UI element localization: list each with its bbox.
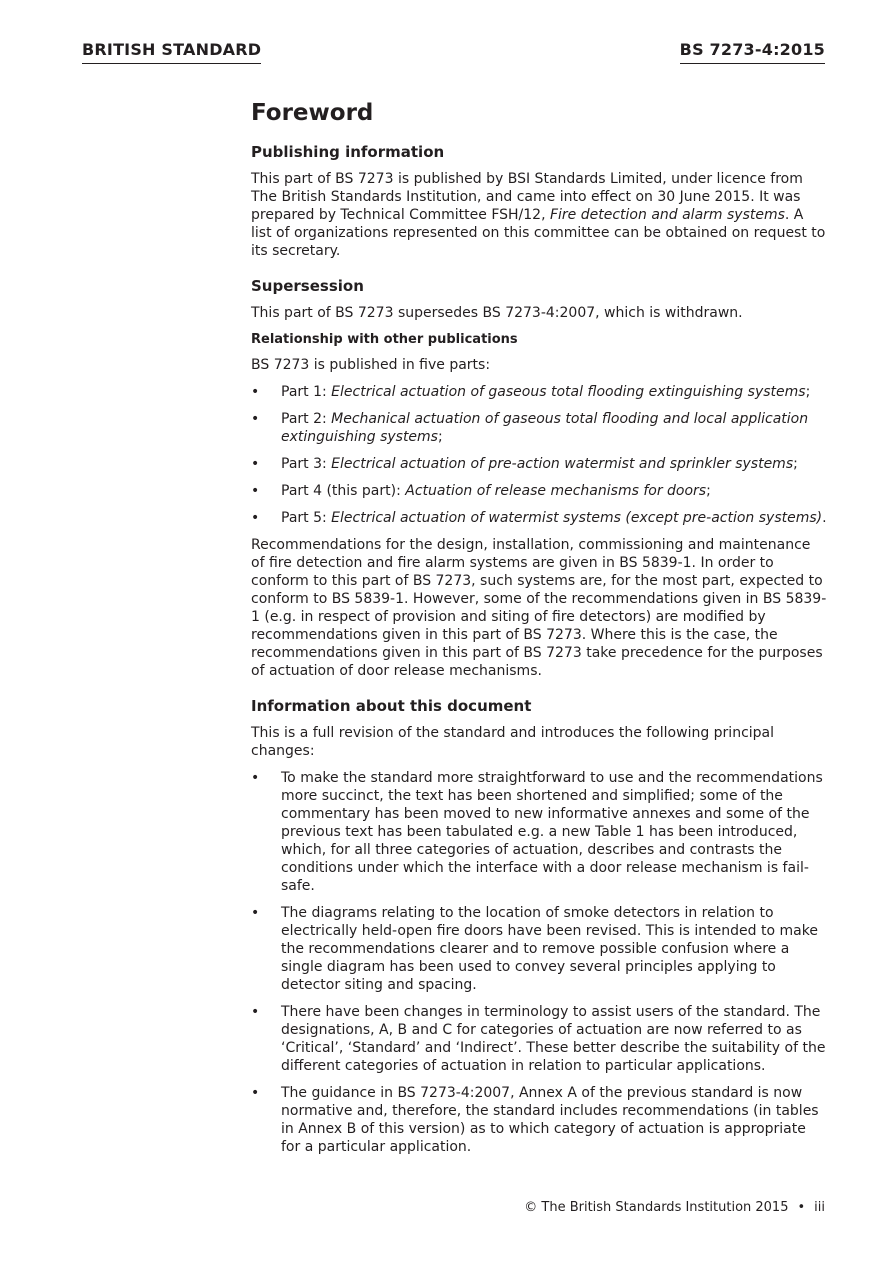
bullet-icon: •: [251, 456, 260, 472]
bullet-icon: •: [251, 770, 260, 786]
copyright-text: © The British Standards Institution 2015: [524, 1200, 789, 1215]
list-item: • There have been changes in terminology to assist users of the standard. The designations, A, B and C for categories of actuation are now referred to as ‘Critical’, ‘Standard’ and ‘Indirect’. These better describe the suitability of the different categories of actuation in relation to particular applications.: [251, 1004, 826, 1074]
bullet-icon: •: [251, 411, 260, 427]
header-left: BRITISH STANDARD: [82, 40, 261, 64]
header-right: BS 7273-4:2015: [680, 40, 825, 64]
list-item: • Part 2: Mechanical actuation of gaseous total flooding and local application extinguishing systems;: [251, 411, 809, 445]
list-item: • Part 4 (this part): Actuation of release mechanisms for doors;: [251, 483, 711, 499]
separator-dot: •: [797, 1200, 806, 1215]
list-item: • To make the standard more straightforward to use and the recommendations more succinct, the text has been shortened and simplified; some of the commentary has been moved to new informative annexes and some of the previous text has been tabulated e.g. a new Table 1 has been introduced, which, for all three categories of actuation, describes and contrasts the conditions under which the interface with a door release mechanism is fail-safe.: [251, 770, 823, 894]
supersession-paragraph: This part of BS 7273 supersedes BS 7273-4:2007, which is withdrawn.: [251, 305, 743, 321]
relationship-heading: Relationship with other publications: [251, 332, 518, 347]
list-item: • The guidance in BS 7273-4:2007, Annex A of the previous standard is now normative and, therefore, the standard includes recommendations (in tables in Annex B of this version) as to which category of actuation is appropriate for a particular application.: [251, 1085, 819, 1155]
relationship-intro: BS 7273 is published in five parts:: [251, 357, 491, 373]
bullet-icon: •: [251, 510, 260, 526]
relationship-paragraph: Recommendations for the design, installation, commissioning and maintenance of fire detection and fire alarm systems are given in BS 5839-1. In order to conform to this part of BS 7273, such systems are, for the most part, expected to conform to BS 5839-1. However, some of the recommendations given in BS 5839-1 (e.g. in respect of provision and siting of fire detectors) are modified by recommendations given in this part of BS 7273. Where this is the case, the recommendations given in this part of BS 7273 take precedence for the purposes of actuation of door release mechanisms.: [251, 537, 827, 679]
bullet-icon: •: [251, 1004, 260, 1020]
list-item: • Part 5: Electrical actuation of watermist systems (except pre-action systems).: [251, 510, 827, 526]
bullet-icon: •: [251, 1085, 260, 1101]
information-heading: Information about this document: [251, 697, 532, 715]
list-item: • Part 1: Electrical actuation of gaseous total flooding extinguishing systems;: [251, 384, 811, 400]
changes-list: [251, 769, 827, 1156]
list-item: • Part 3: Electrical actuation of pre-action watermist and sprinkler systems;: [251, 456, 798, 472]
list-item: • The diagrams relating to the location of smoke detectors in relation to electrically held-open fire doors have been revised. This is intended to make the recommendations clearer and to remove possible confusion where a single diagram has been used to convey several principles applying to detector siting and spacing.: [251, 905, 818, 993]
bullet-icon: •: [251, 384, 260, 400]
page-title: Foreword: [251, 100, 374, 126]
page-number: iii: [814, 1200, 825, 1215]
bullet-icon: •: [251, 483, 260, 499]
information-intro: This is a full revision of the standard and introduces the following principal changes:: [251, 725, 775, 759]
page-footer: [524, 1199, 825, 1217]
parts-list: [251, 383, 827, 527]
main-content: [251, 98, 827, 1165]
publishing-heading: Publishing information: [251, 143, 445, 161]
publishing-paragraph: This part of BS 7273 is published by BSI Standards Limited, under licence from The British Standards Institution, and came into effect on 30 June 2015. It was prepared by Technical Committee FSH/12, Fire detection and alarm systems. A list of organizations represented on this committee can be obtained on request to its secretary.: [251, 171, 826, 259]
supersession-heading: Supersession: [251, 277, 364, 295]
bullet-icon: •: [251, 905, 260, 921]
